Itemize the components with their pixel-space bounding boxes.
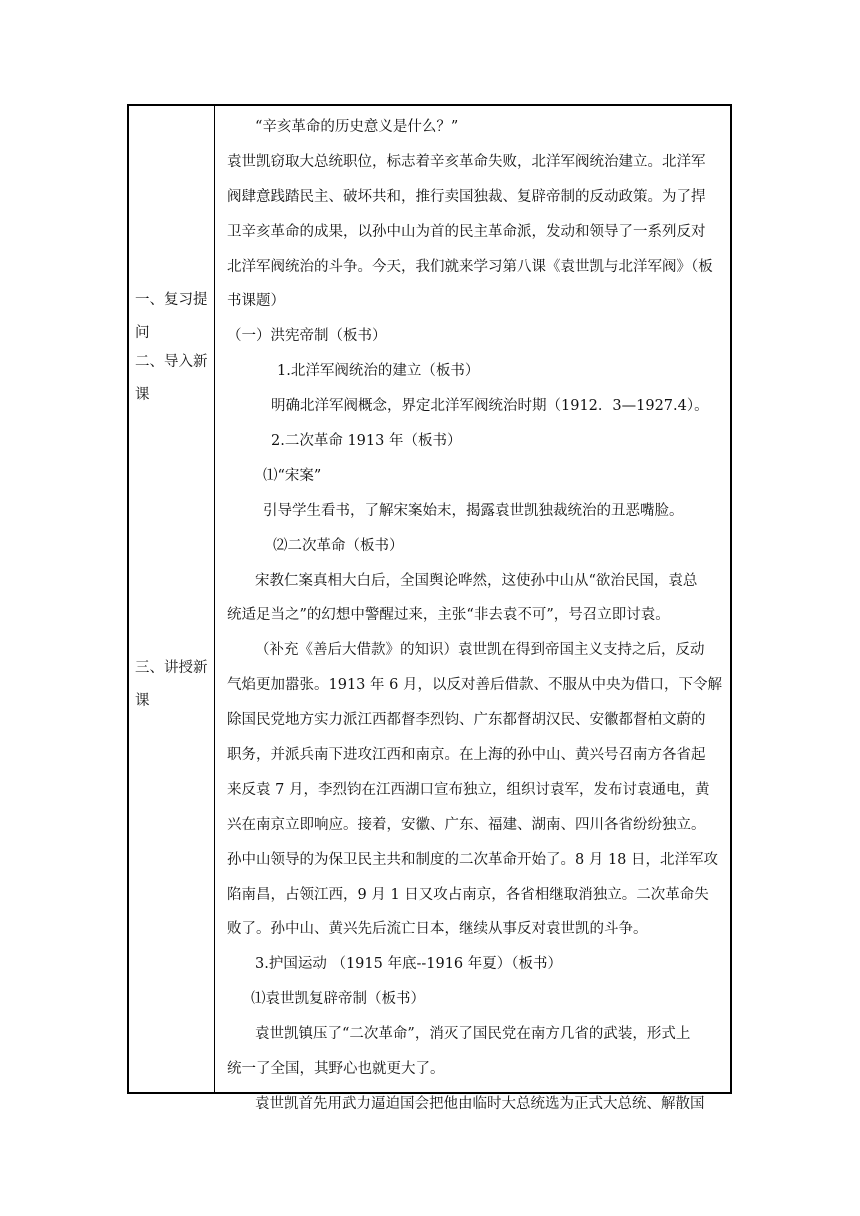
- subsection-heading: 2.二次革命 1913 年（板书）: [271, 433, 462, 450]
- section-label-column: [129, 106, 214, 1092]
- text-line: 孙中山领导的为保卫民主共和制度的二次革命开始了。8 月 18 日，北洋军攻: [227, 851, 719, 868]
- section-label-review: [135, 284, 211, 350]
- label-line: 课: [135, 693, 150, 709]
- text-line: 阀肆意践踏民主、破坏共和，推行卖国独裁、复辟帝制的反动政策。为了捍: [227, 188, 706, 205]
- text-line: 北洋军阀统治的斗争。今天，我们就来学习第八课《袁世凯与北洋军阀》（板: [227, 258, 713, 275]
- label-line: 课: [135, 387, 150, 403]
- text-line: 统适足当之”的幻想中警醒过来，主张“非去袁不可”，号召立即讨袁。: [227, 607, 670, 624]
- text-line: 统一了全国，其野心也就更大了。: [227, 1061, 445, 1078]
- label-line: 三、讲授新: [135, 660, 208, 676]
- item-heading: ⑴袁世凯复辟帝制（板书）: [251, 991, 425, 1008]
- text-line: 书课题）: [227, 293, 285, 310]
- text-line: 气焰更加嚣张。1913 年 6 月，以反对善后借款、不服从中央为借口，下令解: [227, 677, 722, 694]
- item-heading: ⑵二次革命（板书）: [273, 537, 404, 554]
- text-line: （补充《善后大借款》的知识）袁世凯在得到帝国主义支持之后，反动: [255, 642, 705, 659]
- item-heading: ⑴“宋案”: [263, 467, 322, 484]
- text-line: 引导学生看书，了解宋案始末，揭露袁世凯独裁统治的丑恶嘴脸。: [263, 502, 684, 519]
- text-line: 卫辛亥革命的成果，以孙中山为首的民主革命派，发动和领导了一系列反对: [227, 223, 706, 240]
- label-line: 二、导入新: [135, 354, 208, 370]
- section-label-teaching: [135, 652, 211, 718]
- section-heading: （一）洪宪帝制（板书）: [227, 328, 387, 345]
- text-line: 袁世凯首先用武力逼迫国会把他由临时大总统选为正式大总统、解散国: [255, 1095, 705, 1112]
- text-line: 来反袁 7 月，李烈钧在江西湖口宣布独立，组织讨袁军，发布讨袁通电，黄: [227, 781, 710, 798]
- subsection-heading: 1.北洋军阀统治的建立（板书）: [277, 363, 480, 380]
- text-line: 败了。孙中山、黄兴先后流亡日本，继续从事反对袁世凯的斗争。: [227, 921, 648, 938]
- text-line: 袁世凯窃取大总统职位，标志着辛亥革命失败，北洋军阀统治建立。北洋军: [227, 153, 706, 170]
- text-line: 明确北洋军阀概念，界定北洋军阀统治时期（1912．3—1927.4）。: [271, 398, 709, 415]
- column-divider: [214, 106, 215, 1092]
- text-line: 陷南昌，占领江西，9 月 1 日又攻占南京，各省相继取消独立。二次革命失: [227, 886, 709, 903]
- text-line: 兴在南京立即响应。接着，安徽、广东、福建、湖南、四川各省纷纷独立。: [227, 816, 706, 833]
- label-line: 一、复习提: [135, 292, 208, 308]
- text-line: “辛亥革命的历史意义是什么？”: [255, 119, 459, 135]
- text-line: 宋教仁案真相大白后，全国舆论哗然，这使孙中山从“欲治民国，袁总: [255, 572, 698, 589]
- text-line: 职务，并派兵南下进攻江西和南京。在上海的孙中山、黄兴号召南方各省起: [227, 747, 706, 764]
- lesson-table: [127, 104, 732, 1112]
- subsection-heading: 3.护国运动 （1915 年底--1916 年夏）（板书）: [255, 956, 563, 973]
- text-line: 袁世凯镇压了“二次革命”，消灭了国民党在南方几省的武装，形式上: [255, 1026, 691, 1043]
- text-line: 除国民党地方实力派江西都督李烈钧、广东都督胡汉民、安徽都督柏文蔚的: [227, 712, 706, 729]
- section-label-intro: [135, 346, 211, 412]
- label-line: 问: [135, 325, 150, 341]
- lesson-content: [227, 110, 729, 1122]
